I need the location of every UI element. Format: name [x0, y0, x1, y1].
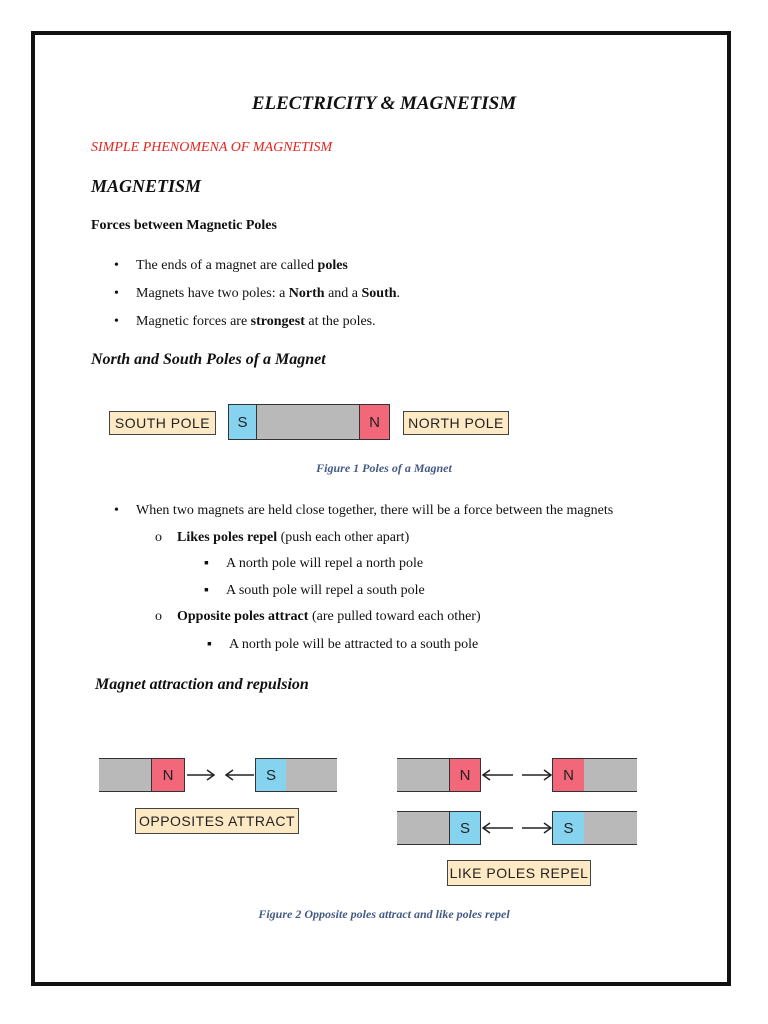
bullet-mark: • [114, 314, 119, 329]
magnet-bar [584, 758, 637, 792]
list-item [204, 583, 425, 599]
list-item-text: . [396, 286, 401, 301]
list-item [204, 556, 424, 572]
south-pole: S [552, 811, 585, 845]
poles-heading: North and South Poles of a Magnet [91, 351, 326, 368]
list-item-text: When two magnets are held close together, there will be a force between the magnets [136, 503, 614, 518]
list-item-bold: North [288, 286, 325, 301]
magnet-bar [584, 811, 637, 845]
south-pole: S [255, 758, 287, 792]
magnet-bar [397, 758, 450, 792]
bullet-mark: • [114, 503, 119, 518]
list-item-text: and a [324, 286, 362, 301]
bullet-mark: • [114, 258, 119, 273]
bullet-mark: • [114, 286, 119, 301]
topic-subtitle: SIMPLE PHENOMENA OF MAGNETISM [91, 140, 333, 155]
arrow-left-icon [224, 775, 254, 776]
north-pole-label: NORTH POLE [403, 411, 509, 435]
list-item-text: Magnetic forces are [136, 314, 251, 329]
list-item-text: (push each other apart) [277, 530, 410, 545]
list-item-text: A south pole will repel a south pole [226, 583, 425, 598]
magnet-bar [256, 404, 360, 440]
south-pole: S [228, 404, 257, 440]
north-pole: N [449, 758, 481, 792]
list-item [207, 637, 479, 653]
list-item-text: Magnets have two poles: a [136, 286, 289, 301]
south-pole: S [449, 811, 481, 845]
arrow-right-icon [187, 775, 217, 776]
arrow-left-icon [481, 828, 513, 829]
list-item-bold: Likes poles repel [177, 530, 278, 545]
magnet-bar [286, 758, 337, 792]
list-item-bold: strongest [250, 314, 305, 329]
arrow-right-icon [522, 775, 552, 776]
list-item-text: A north pole will be attracted to a south pole [229, 637, 479, 652]
list-item-bold: Opposite poles attract [177, 609, 309, 624]
list-item-text: at the poles. [304, 314, 376, 329]
circle-mark: o [155, 609, 162, 624]
list-item [114, 503, 614, 519]
magnet-bar [99, 758, 152, 792]
list-item [155, 530, 410, 546]
magnet-bar [397, 811, 450, 845]
north-pole: N [359, 404, 390, 440]
square-mark: ▪ [207, 637, 212, 652]
list-item [114, 314, 376, 330]
list-item-bold: South [361, 286, 397, 301]
attraction-heading: Magnet attraction and repulsion [95, 676, 309, 693]
list-item [114, 286, 401, 302]
list-item-text: The ends of a magnet are called [136, 258, 318, 273]
arrow-left-icon [481, 775, 513, 776]
list-item [155, 609, 481, 625]
section-heading: MAGNETISM [91, 176, 202, 196]
opposites-attract-label: OPPOSITES ATTRACT [135, 808, 299, 834]
list-item [114, 258, 348, 274]
list-item-bold: poles [317, 258, 348, 273]
circle-mark: o [155, 530, 162, 545]
list-item-text: (are pulled toward each other) [308, 609, 481, 624]
figure-1-caption: Figure 1 Poles of a Magnet [316, 461, 452, 475]
list-item-text: A north pole will repel a north pole [226, 556, 424, 571]
subsection-heading: Forces between Magnetic Poles [91, 218, 277, 233]
north-pole: N [552, 758, 585, 792]
document-title: ELECTRICITY & MAGNETISM [251, 93, 517, 114]
figure-2-caption: Figure 2 Opposite poles attract and like poles repel [258, 907, 510, 921]
north-pole: N [151, 758, 185, 792]
square-mark: ▪ [204, 556, 209, 571]
south-pole-label: SOUTH POLE [109, 411, 216, 435]
square-mark: ▪ [204, 583, 209, 598]
like-poles-repel-label: LIKE POLES REPEL [447, 860, 591, 886]
arrow-right-icon [522, 828, 552, 829]
